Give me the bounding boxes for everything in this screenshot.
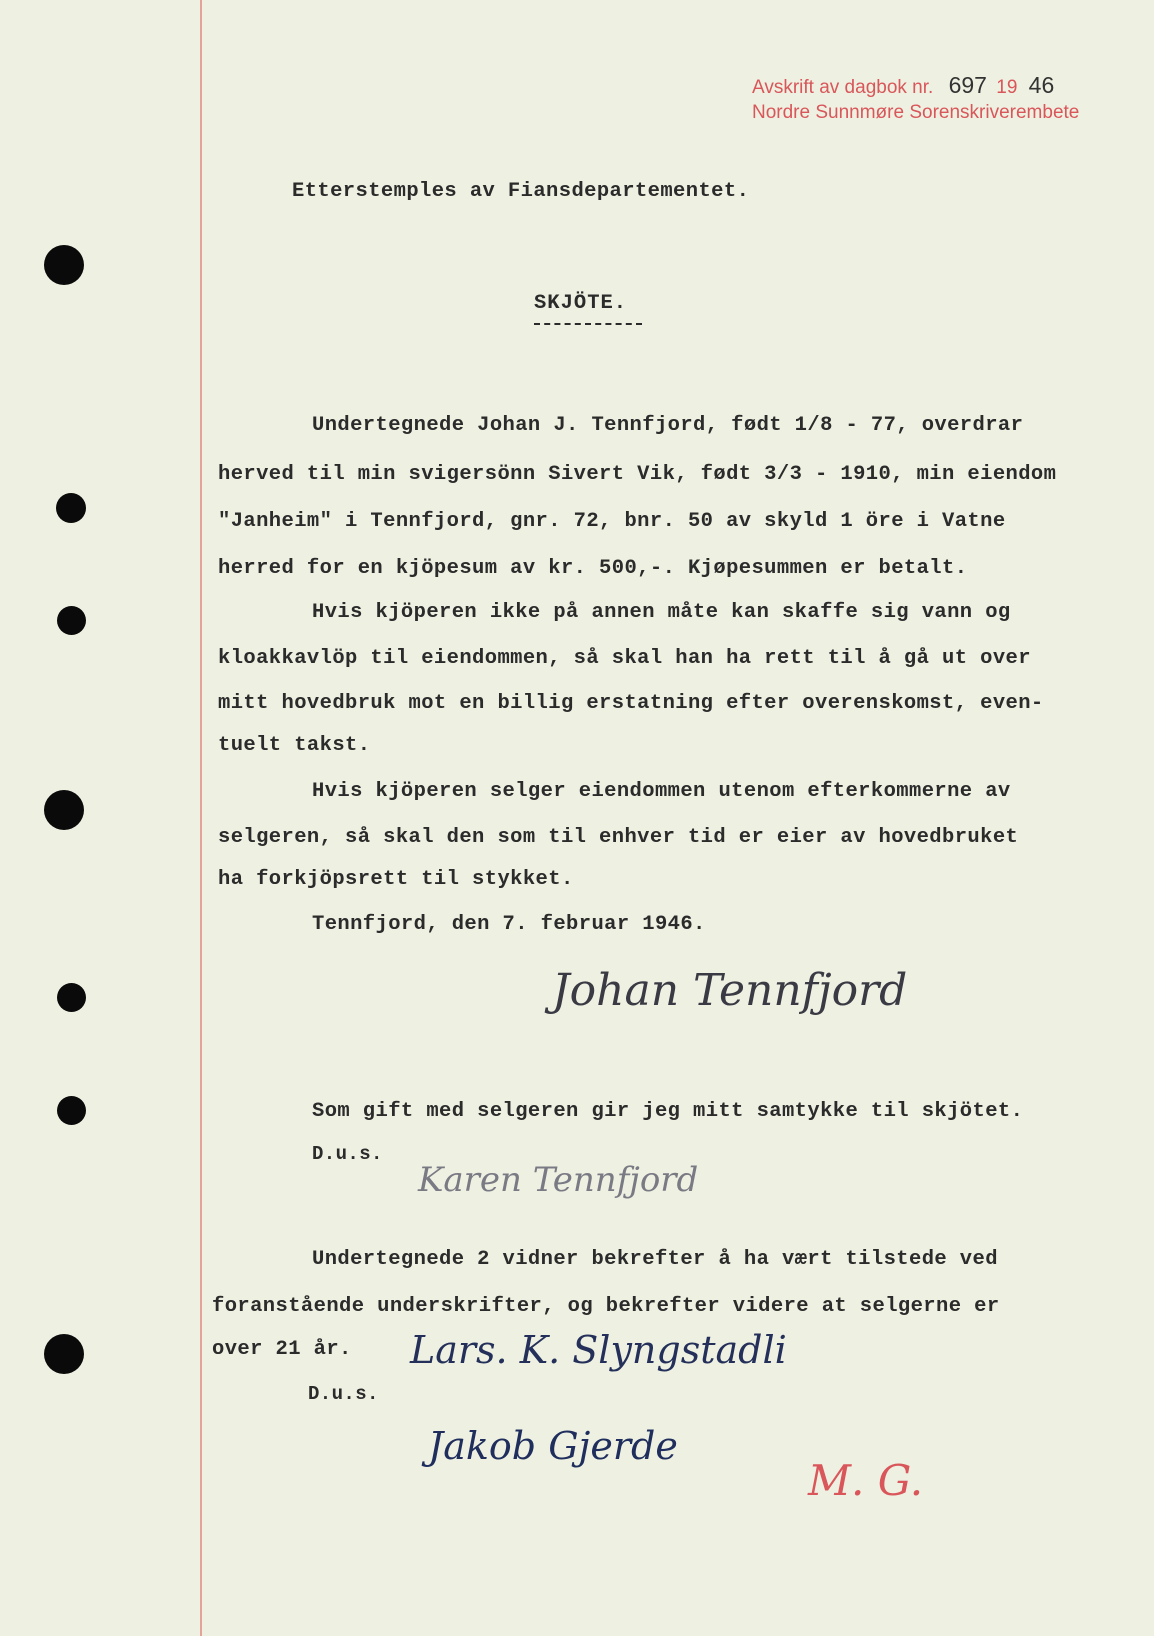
body-line: herred for en kjöpesum av kr. 500,-. Kjøpesummen er betalt. [218,557,968,580]
stamp-label: Avskrift av dagbok nr. [752,77,934,98]
margin-line [200,0,202,1636]
punch-hole [56,493,86,523]
spouse-consent: Som gift med selgeren gir jeg mitt samtykke til skjötet. [312,1100,1024,1123]
stamp-line-1 [752,72,1054,99]
witness2-signature: Jakob Gjerde [428,1424,678,1468]
witness-dus: D.u.s. [308,1383,379,1405]
punch-hole [57,1096,86,1125]
witness1-signature: Lars. K. Slyngstadli [410,1328,787,1372]
stamp-office: Nordre Sunnmøre Sorenskriverembete [752,102,1080,123]
body-line: Undertegnede Johan J. Tennfjord, født 1/8 - 77, overdrar [312,414,1024,437]
body-line: tuelt takst. [218,734,371,757]
spouse-dus: D.u.s. [312,1143,383,1165]
body-line: "Janheim" i Tennfjord, gnr. 72, bnr. 50 av skyld 1 öre i Vatne [218,510,1006,533]
spouse-signature: Karen Tennfjord [418,1160,699,1200]
title-underline [534,323,642,325]
document-title: SKJÖTE. [534,292,628,315]
body-line: ha forkjöpsrett til stykket. [218,868,574,891]
body-line: herved til min svigersönn Sivert Vik, født 3/3 - 1910, min eiendom [218,463,1057,486]
initials-mark: M. G. [808,1456,924,1505]
punch-hole [44,790,84,830]
stamp-entry-number: 697 [948,72,987,98]
stamp-year-century: 19 [996,77,1018,98]
punch-hole [57,983,86,1012]
body-line: kloakkavlöp til eiendommen, så skal han ha rett til å gå ut over [218,647,1031,670]
place-date: Tennfjord, den 7. februar 1946. [312,913,706,936]
stamp-year-suffix: 46 [1028,72,1055,98]
body-line: selgeren, så skal den som til enhver tid er eier av hovedbruket [218,826,1019,849]
body-line: mitt hovedbruk mot en billig erstatning efter overenskomst, even- [218,692,1044,715]
body-line: Hvis kjöperen ikke på annen måte kan skaffe sig vann og [312,601,1011,624]
punch-hole [57,606,86,635]
seller-signature: Johan Tennfjord [552,965,908,1016]
punch-hole [44,245,84,285]
header-note: Etterstemples av Fiansdepartementet. [292,180,750,203]
punch-hole [44,1334,84,1374]
stamp-line-2 [752,102,1079,124]
witness-text: foranstående underskrifter, og bekrefter videre at selgerne er [212,1295,1000,1318]
witness-text: over 21 år. [212,1338,352,1361]
witness-text: Undertegnede 2 vidner bekrefter å ha vært tilstede ved [312,1248,998,1271]
body-line: Hvis kjöperen selger eiendommen utenom efterkommerne av [312,780,1011,803]
